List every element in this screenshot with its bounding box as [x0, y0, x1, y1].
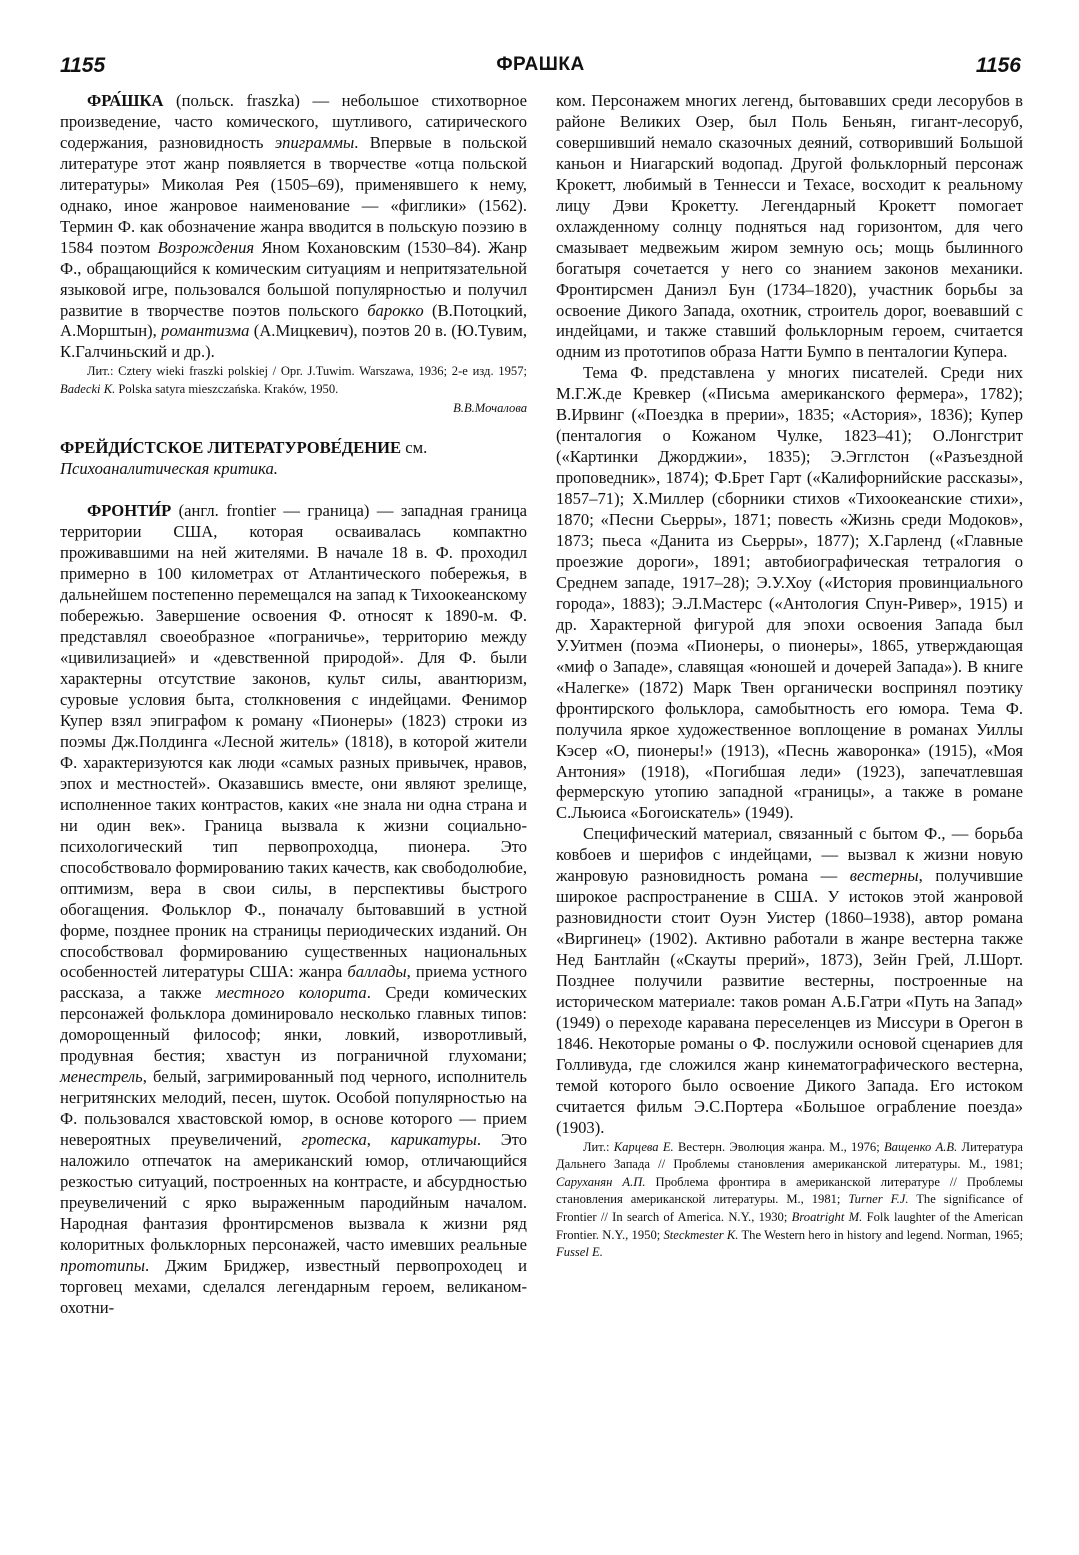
entry-text: (В.Потоцкий, А.Морштын), — [60, 300, 527, 341]
see-also-text: см. — [401, 437, 428, 457]
entry-frontier — [60, 501, 527, 1318]
entry-text: . Среди комических персонажей фольклора доминировало несколько главных типов: доморощенный философ; янки, ловкий, изворотливый, продувная бестия; хвастун из пограничной глухомани; — [60, 983, 528, 1066]
reference-author: Badecki K. — [60, 381, 116, 396]
reference-text: Вестерн. Эволюция жанра. М., 1976; — [673, 1139, 884, 1154]
author-signature: В.В.Мочалова — [453, 400, 527, 415]
reference-author: Broatright M. — [791, 1210, 863, 1225]
running-title: ФРАШКА — [496, 54, 585, 75]
reference-text: Проблема фронтира в американской литературе // Проблемы становления американской литературы. М., 1981; — [556, 1174, 1024, 1207]
entry-gap — [60, 416, 527, 438]
page-header — [60, 54, 1021, 84]
entry-fraszka — [60, 91, 527, 363]
xref-term: менестрель — [60, 1067, 143, 1087]
xref-term: Возрождения — [157, 237, 255, 257]
references-frontier — [556, 1139, 1023, 1262]
entry-text: , — [366, 1130, 391, 1150]
right-column — [556, 91, 1023, 1262]
xref-term: местного колорита — [216, 983, 367, 1003]
entry-text: (польск. fraszka) — небольшое стихотворное произведение, часто комического, шутливого, сатирического содержания, разновидность — [60, 91, 527, 152]
page-number-left: 1155 — [60, 54, 106, 77]
entry-freud — [60, 438, 527, 480]
entry-gap — [60, 479, 527, 501]
entry-text: . Джим Бриджер, известный первопроходец и торговец мехами, сделался легендарным героем, великаном-охотни- — [60, 1255, 527, 1317]
page-number-right: 1156 — [975, 54, 1021, 77]
reference-author: Карцева Е. — [613, 1139, 674, 1154]
entry-text: , белый, загримированный под черного, исполнитель негритянских мелодий, песен, шуток. Особой популярностью на Ф. пользовался хвастовской юмор, в основе которого — прием невероятных преувеличений, — [60, 1067, 527, 1150]
xref-term: вестерны — [849, 866, 919, 886]
xref-term: прототипы — [60, 1255, 145, 1275]
reference-author: Fussel E. — [556, 1245, 603, 1260]
entry-text: . Это наложило отпечаток на американский юмор, отличающийся резкостью ситуаций, построенных на контрасте, и абсурдностью преувеличений с ярко выраженным пародийным началом. Народная фантазия фронтирсменов вызвала к жизни ряд колоритных фольклорных персонажей, часто имевших реальные — [60, 1130, 527, 1254]
reference-text: Polska satyra mieszczańska. Kraków, 1950. — [115, 381, 339, 396]
entry-text: (А.Мицкевич), поэтов 20 в. (Ю.Тувим, К.Галчиньский и др.). — [60, 321, 527, 362]
reference-author: Ващенко А.В. — [883, 1139, 958, 1154]
headword-fraszka: ФРА́ШКА — [87, 91, 164, 110]
reference-author: Steckmester K. — [663, 1227, 739, 1242]
reference-text: Лит.: Cztery wieki fraszki polskiej / Opr. J.Tuwim. Warszawa, 1936; 2-е изд. 1957; — [87, 364, 527, 379]
see-also-target: Психоаналитическая критика. — [60, 458, 278, 478]
entry-text: (англ. frontier — граница) — западная граница территории США, которая осваивалась компактно проживавшими на ней жителями. В начале 18 в. Ф. проходил примерно в 100 километрах от Атлантического побережья, в дальнейшем постепенно перемещался на запад к Тихоокеанскому побережью. Завершение освоения Ф. относят к 1890-м. Ф. представлял своеобразное «пограничье», территорию между «цивилизацией» и «девственной природой». Для Ф. были характерны отсутствие законов, культ силы, авантюризм, суровые условия быта, столкновения с индейцами. Фенимор Купер взял эпиграфом к роману «Пионеры» (1823) строки из поэмы Дж.Полдинга «Лесной житель» (1818), в которой жители Ф. характеризуются как люди «самых разных привычек, нравов, эпох и местностей». Оказавшись вместе, они являют зрелище, исполненное таких контрастов, каких «не знала ни одна страна и ни один век». Граница вызвала к жизни социально-психологический тип первопроходца, пионера. Это способствовало формированию таких качеств, как свободолюбие, оптимизм, вера в свои силы, в перспективы быстрого обогащения. Фольклор Ф., поначалу бытовавший в устной форме, позднее проник на страницы периодических изданий. Он способствовал формированию существенных национальных особенностей литературы США: жанра — [60, 501, 527, 982]
xref-term: барокко — [367, 300, 424, 320]
entry-text: Специфический материал, связанный с бытом Ф., — борьба ковбоев и шерифов с индейцами, — вызвал к жизни новую жанровую разновидность романа — — [556, 824, 1023, 886]
reference-author: Саруханян А.П. — [556, 1174, 646, 1189]
headword-frontier: ФРОНТИ́Р — [87, 501, 172, 521]
entry-text: , приема устного рассказа, а также — [60, 962, 527, 1003]
xref-term: гротеска — [301, 1130, 367, 1150]
xref-term: карикатуры — [390, 1130, 477, 1150]
references-fraszka — [60, 363, 527, 398]
entry-text: , получившие широкое распространение в США. У истоков этой жанровой разновидности стоит Оуэн Уистер (1860–1938), автор романа «Виргинец» (1902). Активно работали в жанре вестерна также Нед Бантлайн («Скауты прерий», 1873), Зейн Грей, Л.Шорт. Позднее получили развитие вестерны, построенные на историческом материале: таков роман А.Б.Гатри «Путь на Запад» (1949) о переходе каравана переселенцев из Миссури в Орегон в 1846. Некоторые романы о Ф. послужили основой сценариев для Голливуда, где сложился жанр кинематографического вестерна, темой которого было освоение Дикого Запада. Его истоком считается фильм Э.С.Портера «Большое ограбление поезда» (1903). — [556, 866, 1023, 1137]
headword-freud: ФРЕЙДИ́СТСКОЕ ЛИТЕРАТУРОВЕ́ДЕНИЕ — [60, 437, 402, 457]
reference-text: The Western hero in history and legend. Norman, 1965; — [738, 1227, 1023, 1242]
xref-term: эпиграммы — [274, 132, 355, 152]
reference-text: Литература Дальнего Запада // Проблемы становления американской литературы. М., 1981; — [556, 1139, 1023, 1172]
frontier-continuation: ком. Персонажем многих легенд, бытовавших среди лесорубов в районе Великих Озер, был Поль Беньян, гигант-лесоруб, совершивший немало сказочных деяний, сотворивший Большой каньон и Ниагарский водопад. Другой фольклорный персонаж Крокетт, любимый в Теннесси и Техасе, восходит к реальному лицу Дэви Крокетту. Легендарный Крокетт помогает охлажденному солнцу подняться над горизонтом, для чего смазывает медвежьим жиром земную ось; мощь былинного богатыря сочетается у него со знанием законов механики. Фронтирсмен Даниэл Бун (1734–1820), участник борьбы за освоение Дикого Запада, охотник, строитель дорог, воевавший с индейцами, и также ставший фольклорным героем, считается одним из прототипов образа Натти Бумпо в пенталогии Купера. — [556, 91, 1023, 362]
xref-term: баллады — [347, 962, 407, 982]
entry-text: Яном Кохановским (1530–84). Жанр Ф., обращающийся к комическим ситуациям и непритязательной языковой игре, пользовался большой популярностью и получил развитие в творчестве поэтов польского — [60, 237, 527, 320]
reference-text: The significance of Frontier // In search of America. N.Y., 1930; — [556, 1192, 1023, 1225]
reference-label: Лит.: — [583, 1139, 614, 1154]
frontier-paragraph-westerns — [556, 824, 1023, 1138]
xref-term: романтизма — [161, 321, 250, 341]
reference-author: Turner F.J. — [848, 1192, 909, 1207]
left-column — [60, 91, 527, 1319]
frontier-paragraph-writers: Тема Ф. представлена у многих писателей. Среди них М.Г.Ж.де Кревкер («Письма американского фермера», 1782); В.Ирвинг («Поездка в прерии», 1835; «Астория», 1836); Купер (пенталогия о Кожаном Чулке, 1823–41); О.Лонгстрит («Картинки Джорджии», 1835); Э.Эгглстон («Разъездной проповедник», 1874); Ф.Брет Гарт («Калифорнийские рассказы», 1857–71); Х.Миллер (сборники стихов «Тихоокеанские стихи», 1870; «Песни Сьерры», 1871; повесть «Жизнь среди Модоков», 1873; пьеса «Данита из Сьерры», 1877); Х.Гарленд («Главные проезжие дороги», 1891; автобиографическая тетралогия о Среднем западе, 1917–28); Э.У.Хоу («История провинциального города», 1883); Э.Л.Мастерс («Антология Спун-Ривер», 1915) и др. Характерной фигурой для эпохи освоения Запада был У.Уитмен (поэма «Пионеры, о пионеры», 1865, утверждающая «миф о Западе», славящая «юношей и дочерей Запада»). В книге «Налегке» (1872) Марк Твен органически воспринял поэтику фронтирского фольклора, самобытность его юмора. Тема Ф. получила яркое художественное воплощение в романах Уиллы Кэсер «О, пионеры!» (1913), «Песнь жаворонка» (1915), «Моя Антония» (1918), «Погибшая леди» (1923), запечатлевшая фермерскую утопию западной «границы», а также в романе С.Льюиса «Богоискатель» (1949). — [556, 363, 1023, 823]
reference-text: Folk laughter of the American Frontier. N.Y., 1950; — [556, 1210, 1023, 1242]
entry-text: . Впервые в польской литературе этот жанр появляется в творчестве «отца польской литературы» Миколая Рея (1505–69), применявшего к нему, однако, иное жанровое наименование — «фиглики» (1562). Термин Ф. как обозначение жанра вводится в польскую поэзию в 1584 поэтом — [60, 132, 527, 257]
